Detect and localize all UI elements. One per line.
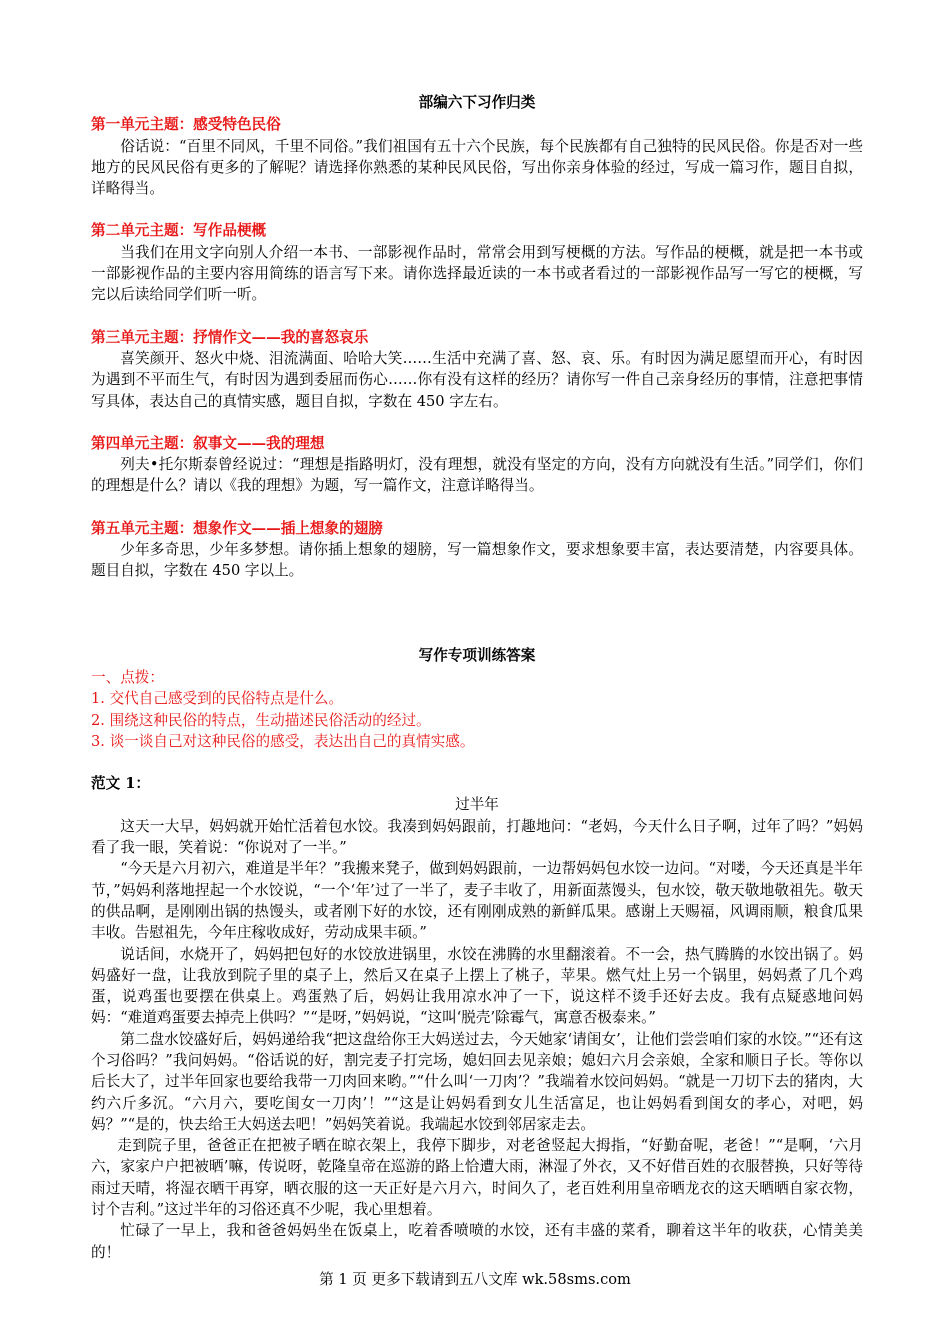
sample-label: 范文 1： xyxy=(91,775,151,793)
tip-item: 2. 围绕这种民俗的特点，生动描述民俗活动的经过。 xyxy=(91,711,431,729)
sample-paragraph: 走到院子里，爸爸正在把被子晒在晾衣架上，我停下脚步，对老爸竖起大拇指，“好勤奋呢，老爸！”“是啊，‘六月六，家家户户把被晒’嘛，传说呀，乾隆皇帝在巡游的路上恰遭大雨，淋湿了外衣，又不好借百姓的衣服替换，只好等待雨过天晴，将湿衣晒干再穿，晒衣服的这一天正好是六月六，时间久了，老百姓利用皇帝晒龙衣的这天晒晒自家衣物，讨个吉利。”这过半年的习俗还真不少呢，我心里想着。 xyxy=(91,1137,863,1219)
unit-5-body: 少年多奇思，少年多梦想。请你插上想象的翅膀，写一篇想象作文，要求想象要丰富，表达要清楚，内容要具体。题目自拟，字数在 450 字以上。 xyxy=(91,541,863,580)
sample-paragraph: 说话间，水烧开了，妈妈把包好的水饺放进锅里，水饺在沸腾的水里翻滚着。不一会，热气腾腾的水饺出锅了。妈妈盛好一盘，让我放到院子里的桌子上，然后又在桌子上摆上了桃子，苹果。燃气灶上另一个锅里，妈妈煮了几个鸡蛋，说鸡蛋也要摆在供桌上。鸡蛋熟了后，妈妈让我用凉水冲了一下，说这样不烫手还好去皮。我有点疑惑地问妈妈：“难道鸡蛋要去掉壳上供吗？”“是呀，”妈妈说，“这叫‘脱壳’除霉气，寓意否极泰来。” xyxy=(91,945,863,1027)
unit-3-body: 喜笑颜开、怒火中烧、泪流满面、哈哈大笑……生活中充满了喜、怒、哀、乐。有时因为满足愿望而开心，有时因为遇到不平而生气，有时因为遇到委屈而伤心……你有没有这样的经历？请你写一件自己亲身经历的事情，注意把事情写具体，表达自己的真情实感，题目自拟，字数在 450 字左右。 xyxy=(91,349,863,410)
tip-item: 1. 交代自己感受到的民俗特点是什么。 xyxy=(91,690,344,708)
unit-1-heading: 第一单元主题：感受特色民俗 xyxy=(91,116,281,134)
sample-paragraph: “今天是六月初六，难道是半年？”我搬来凳子，做到妈妈跟前，一边帮妈妈包水饺一边问。“对喽，今天还真是半年节，”妈妈利落地捏起一个水饺说，“一个‘年’过了一半了，麦子丰收了，用新面蒸馒头，包水饺，敬天敬地敬祖先。敬天的供品啊，是刚刚出锅的热馒头，或者刚下好的水饺，还有刚刚成熟的新鲜瓜果。感谢上天赐福，风调雨顺，粮食瓜果丰收。告慰祖先，今年庄稼收成好，劳动成果丰硕。” xyxy=(91,860,863,942)
unit-4-heading: 第四单元主题：叙事文——我的理想 xyxy=(91,434,325,452)
unit-1-body: 俗话说：“百里不同风，千里不同俗。”我们祖国有五十六个民族，每个民族都有自己独特的民风民俗。你是否对一些地方的民风民俗有更多的了解呢？请选择你熟悉的某种民风民俗，写出你亲身体验的经过，写成一篇习作，题目自拟，详略得当。 xyxy=(91,137,863,198)
unit-3-heading: 第三单元主题：抒情作文——我的喜怒哀乐 xyxy=(91,328,369,346)
page-footer: 第 1 页 更多下载请到五八文库 wk.58sms.com xyxy=(319,1271,631,1288)
unit-2-heading: 第二单元主题：写作品梗概 xyxy=(91,222,267,240)
sample-paragraph: 忙碌了一早上，我和爸爸妈妈坐在饭桌上，吃着香喷喷的水饺，还有丰盛的菜肴，聊着这半年的收获，心情美美的！ xyxy=(91,1222,863,1261)
sample-title: 过半年 xyxy=(455,796,499,814)
answers-title: 写作专项训练答案 xyxy=(418,646,536,664)
tips-label: 一、点拨： xyxy=(91,668,164,686)
sample-paragraph: 这天一大早，妈妈就开始忙活着包水饺。我凑到妈妈跟前，打趣地问：“老妈，今天什么日子啊，过年了吗？”妈妈看了我一眼，笑着说：“你说对了一半。” xyxy=(91,817,863,857)
document-page xyxy=(91,92,863,1263)
unit-5-heading: 第五单元主题：想象作文——插上想象的翅膀 xyxy=(91,519,383,537)
sample-paragraph: 第二盘水饺盛好后，妈妈递给我“把这盘给你王大妈送过去，今天她家‘请闺女’，让他们尝尝咱们家的水饺。”“还有这个习俗吗？”我问妈妈。“俗话说的好，割完麦子打完场，媳妇回去见亲娘；媳妇六月会亲娘，全家和顺日子长。等你以后长大了，过半年回家也要给我带一刀肉回来哟。”“什么叫‘一刀肉’？”我端着水饺问妈妈。“就是一刀切下去的猪肉，大约六斤多沉。“六月六，要吃闺女一刀肉’！”“这是让妈妈看到女儿生活富足，也让妈妈看到闺女的孝心，对吧，妈妈？”“是的，快去给王大妈送去吧！”妈妈笑着说。我端起水饺到邻居家走去。 xyxy=(91,1030,863,1133)
document-title: 部编六下习作归类 xyxy=(418,94,536,111)
unit-4-body: 列夫•托尔斯泰曾经说过：“理想是指路明灯，没有理想，就没有坚定的方向，没有方向就没有生活。”同学们，你们的理想是什么？请以《我的理想》为题，写一篇作文，注意详略得当。 xyxy=(91,456,863,495)
tip-item: 3. 谈一谈自己对这种民俗的感受，表达出自己的真情实感。 xyxy=(91,732,475,750)
unit-2-body: 当我们在用文字向别人介绍一本书、一部影视作品时，常常会用到写梗概的方法。写作品的梗概，就是把一本书或一部影视作品的主要内容用简练的语言写下来。请你选择最近读的一本书或者看过的一部影视作品写一写它的梗概，写完以后读给同学们听一听。 xyxy=(91,243,863,304)
